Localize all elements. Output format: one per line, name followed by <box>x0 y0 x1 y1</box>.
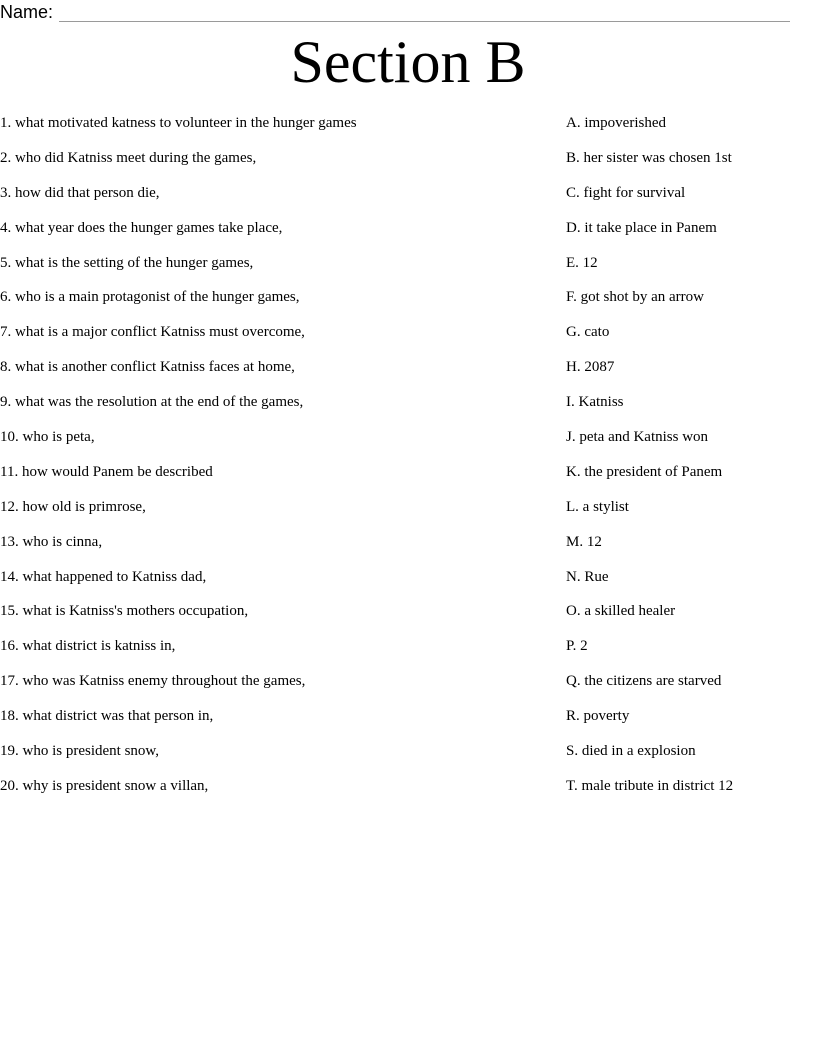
answer-item: K. the president of Panem <box>566 463 723 480</box>
answer-item: F. got shot by an arrow <box>566 289 704 306</box>
name-label: Name: <box>0 2 54 22</box>
questions-column <box>0 114 540 812</box>
question-item: 16. what district is katniss in, <box>0 638 176 655</box>
answer-item: E. 12 <box>566 254 598 271</box>
answer-item: G. cato <box>566 324 610 341</box>
question-item: 12. how old is primrose, <box>0 498 146 515</box>
question-item: 17. who was Katniss enemy throughout the games, <box>0 673 306 690</box>
name-blank-line[interactable] <box>59 4 790 22</box>
question-item: 4. what year does the hunger games take place, <box>0 219 283 236</box>
answer-item: P. 2 <box>566 638 588 655</box>
answer-item: J. peta and Katniss won <box>566 429 709 446</box>
answer-item: O. a skilled healer <box>566 603 676 620</box>
question-item: 3. how did that person die, <box>0 184 160 201</box>
question-item: 19. who is president snow, <box>0 743 160 760</box>
question-item: 13. who is cinna, <box>0 533 103 550</box>
question-item: 20. why is president snow a villan, <box>0 777 209 794</box>
answers-column <box>566 114 816 812</box>
question-item: 7. what is a major conflict Katniss must overcome, <box>0 324 305 341</box>
answer-item: N. Rue <box>566 568 609 585</box>
answer-item: C. fight for survival <box>566 184 686 201</box>
page-title: Section B <box>290 29 526 95</box>
answer-item: R. poverty <box>566 708 630 725</box>
question-item: 15. what is Katniss's mothers occupation, <box>0 603 249 620</box>
answer-item: B. her sister was chosen 1st <box>566 149 732 166</box>
question-item: 10. who is peta, <box>0 429 95 446</box>
answer-item: A. impoverished <box>566 115 666 131</box>
answer-item: Q. the citizens are starved <box>566 673 722 690</box>
question-item: 18. what district was that person in, <box>0 708 214 725</box>
answer-item: T. male tribute in district 12 <box>566 777 734 794</box>
question-item: 2. who did Katniss meet during the games, <box>0 149 257 166</box>
question-item: 9. what was the resolution at the end of the games, <box>0 394 304 411</box>
question-item: 8. what is another conflict Katniss faces at home, <box>0 359 295 376</box>
question-item: 14. what happened to Katniss dad, <box>0 568 207 585</box>
answer-item: S. died in a explosion <box>566 743 696 760</box>
name-field-row <box>0 0 790 22</box>
question-item: 5. what is the setting of the hunger games, <box>0 254 254 271</box>
answer-item: L. a stylist <box>566 498 629 515</box>
question-item: 1. what motivated katness to volunteer in the hunger games <box>0 115 357 131</box>
question-item: 6. who is a main protagonist of the hunger games, <box>0 289 300 306</box>
answer-item: H. 2087 <box>566 359 615 376</box>
answer-item: D. it take place in Panem <box>566 219 717 236</box>
question-item: 11. how would Panem be described <box>0 463 213 480</box>
answer-item: I. Katniss <box>566 394 624 411</box>
answer-item: M. 12 <box>566 533 602 550</box>
